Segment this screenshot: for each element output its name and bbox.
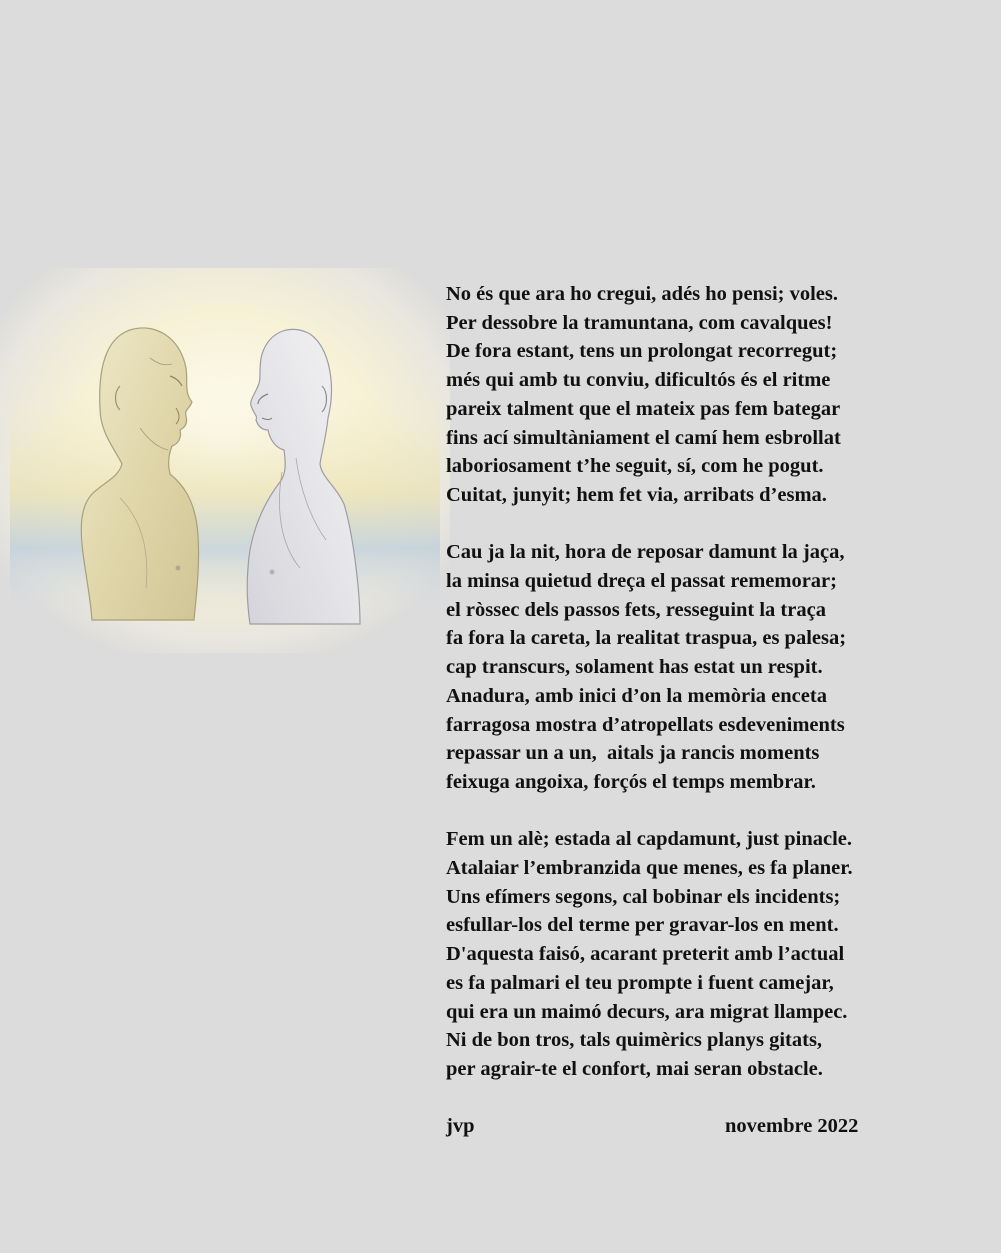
two-busts-illustration <box>0 268 450 653</box>
poem-line: qui era un maimó decurs, ara migrat llampec. <box>446 1000 848 1023</box>
poem-line: per agrair-te el confort, mai seran obstacle. <box>446 1057 823 1080</box>
stanza-2 <box>446 538 986 796</box>
stanza-1 <box>446 280 986 510</box>
poem-line: pareix talment que el mateix pas fem bategar <box>446 397 841 420</box>
two-busts-facing-icon <box>0 268 450 653</box>
stanza-3 <box>446 825 986 1083</box>
poem-line: De fora estant, tens un prolongat recorregut; <box>446 340 838 363</box>
poem-line: feixuga angoixa, forçós el temps membrar. <box>446 770 816 793</box>
poem-line: el ròssec dels passos fets, resseguint la traça <box>446 598 826 621</box>
poem-line: Cau ja la nit, hora de reposar damunt la jaça, <box>446 541 845 564</box>
poem-line: fins ací simultàniament el camí hem esbrollat <box>446 426 841 449</box>
poem-line: Per dessobre la tramuntana, com cavalques! <box>446 311 833 334</box>
poem-line: Fem un alè; estada al capdamunt, just pinacle. <box>446 828 853 851</box>
poem-line: farragosa mostra d’atropellats esdeveniments <box>446 713 845 736</box>
poem-line: esfullar-los del terme per gravar-los en ment. <box>446 914 839 937</box>
poem-line: Anadura, amb inici d’on la memòria enceta <box>446 684 827 707</box>
poem-line: Atalaiar l’embranzida que menes, es fa planer. <box>446 857 853 880</box>
poem-line: cap transcurs, solament has estat un respit. <box>446 656 823 679</box>
poem-line: Uns efímers segons, cal bobinar els incidents; <box>446 885 841 908</box>
poem-line: la minsa quietud dreça el passat rememorar; <box>446 570 837 593</box>
poem-line: es fa palmari el teu prompte i fuent camejar, <box>446 971 834 994</box>
poem-line: laboriosament t’he seguit, sí, com he pogut. <box>446 455 824 478</box>
poem-line: repassar un a un, aitals ja rancis moments <box>446 742 820 765</box>
poem-line: més qui amb tu conviu, dificultós és el ritme <box>446 369 831 392</box>
poem-line: fa fora la careta, la realitat traspua, es palesa; <box>446 627 847 650</box>
poem-line: D'aquesta faisó, acarant preterit amb l’actual <box>446 943 845 966</box>
poem-line: No és que ara ho cregui, adés ho pensi; voles. <box>446 283 838 305</box>
author-initials: jvp <box>446 1115 475 1138</box>
poem-line: Cuitat, junyit; hem fet via, arribats d’esma. <box>446 483 827 506</box>
signature <box>446 1112 886 1141</box>
poem <box>446 280 986 1141</box>
poem-line: Ni de bon tros, tals quimèrics planys gitats, <box>446 1029 823 1052</box>
poem-date: novembre 2022 <box>725 1115 859 1138</box>
